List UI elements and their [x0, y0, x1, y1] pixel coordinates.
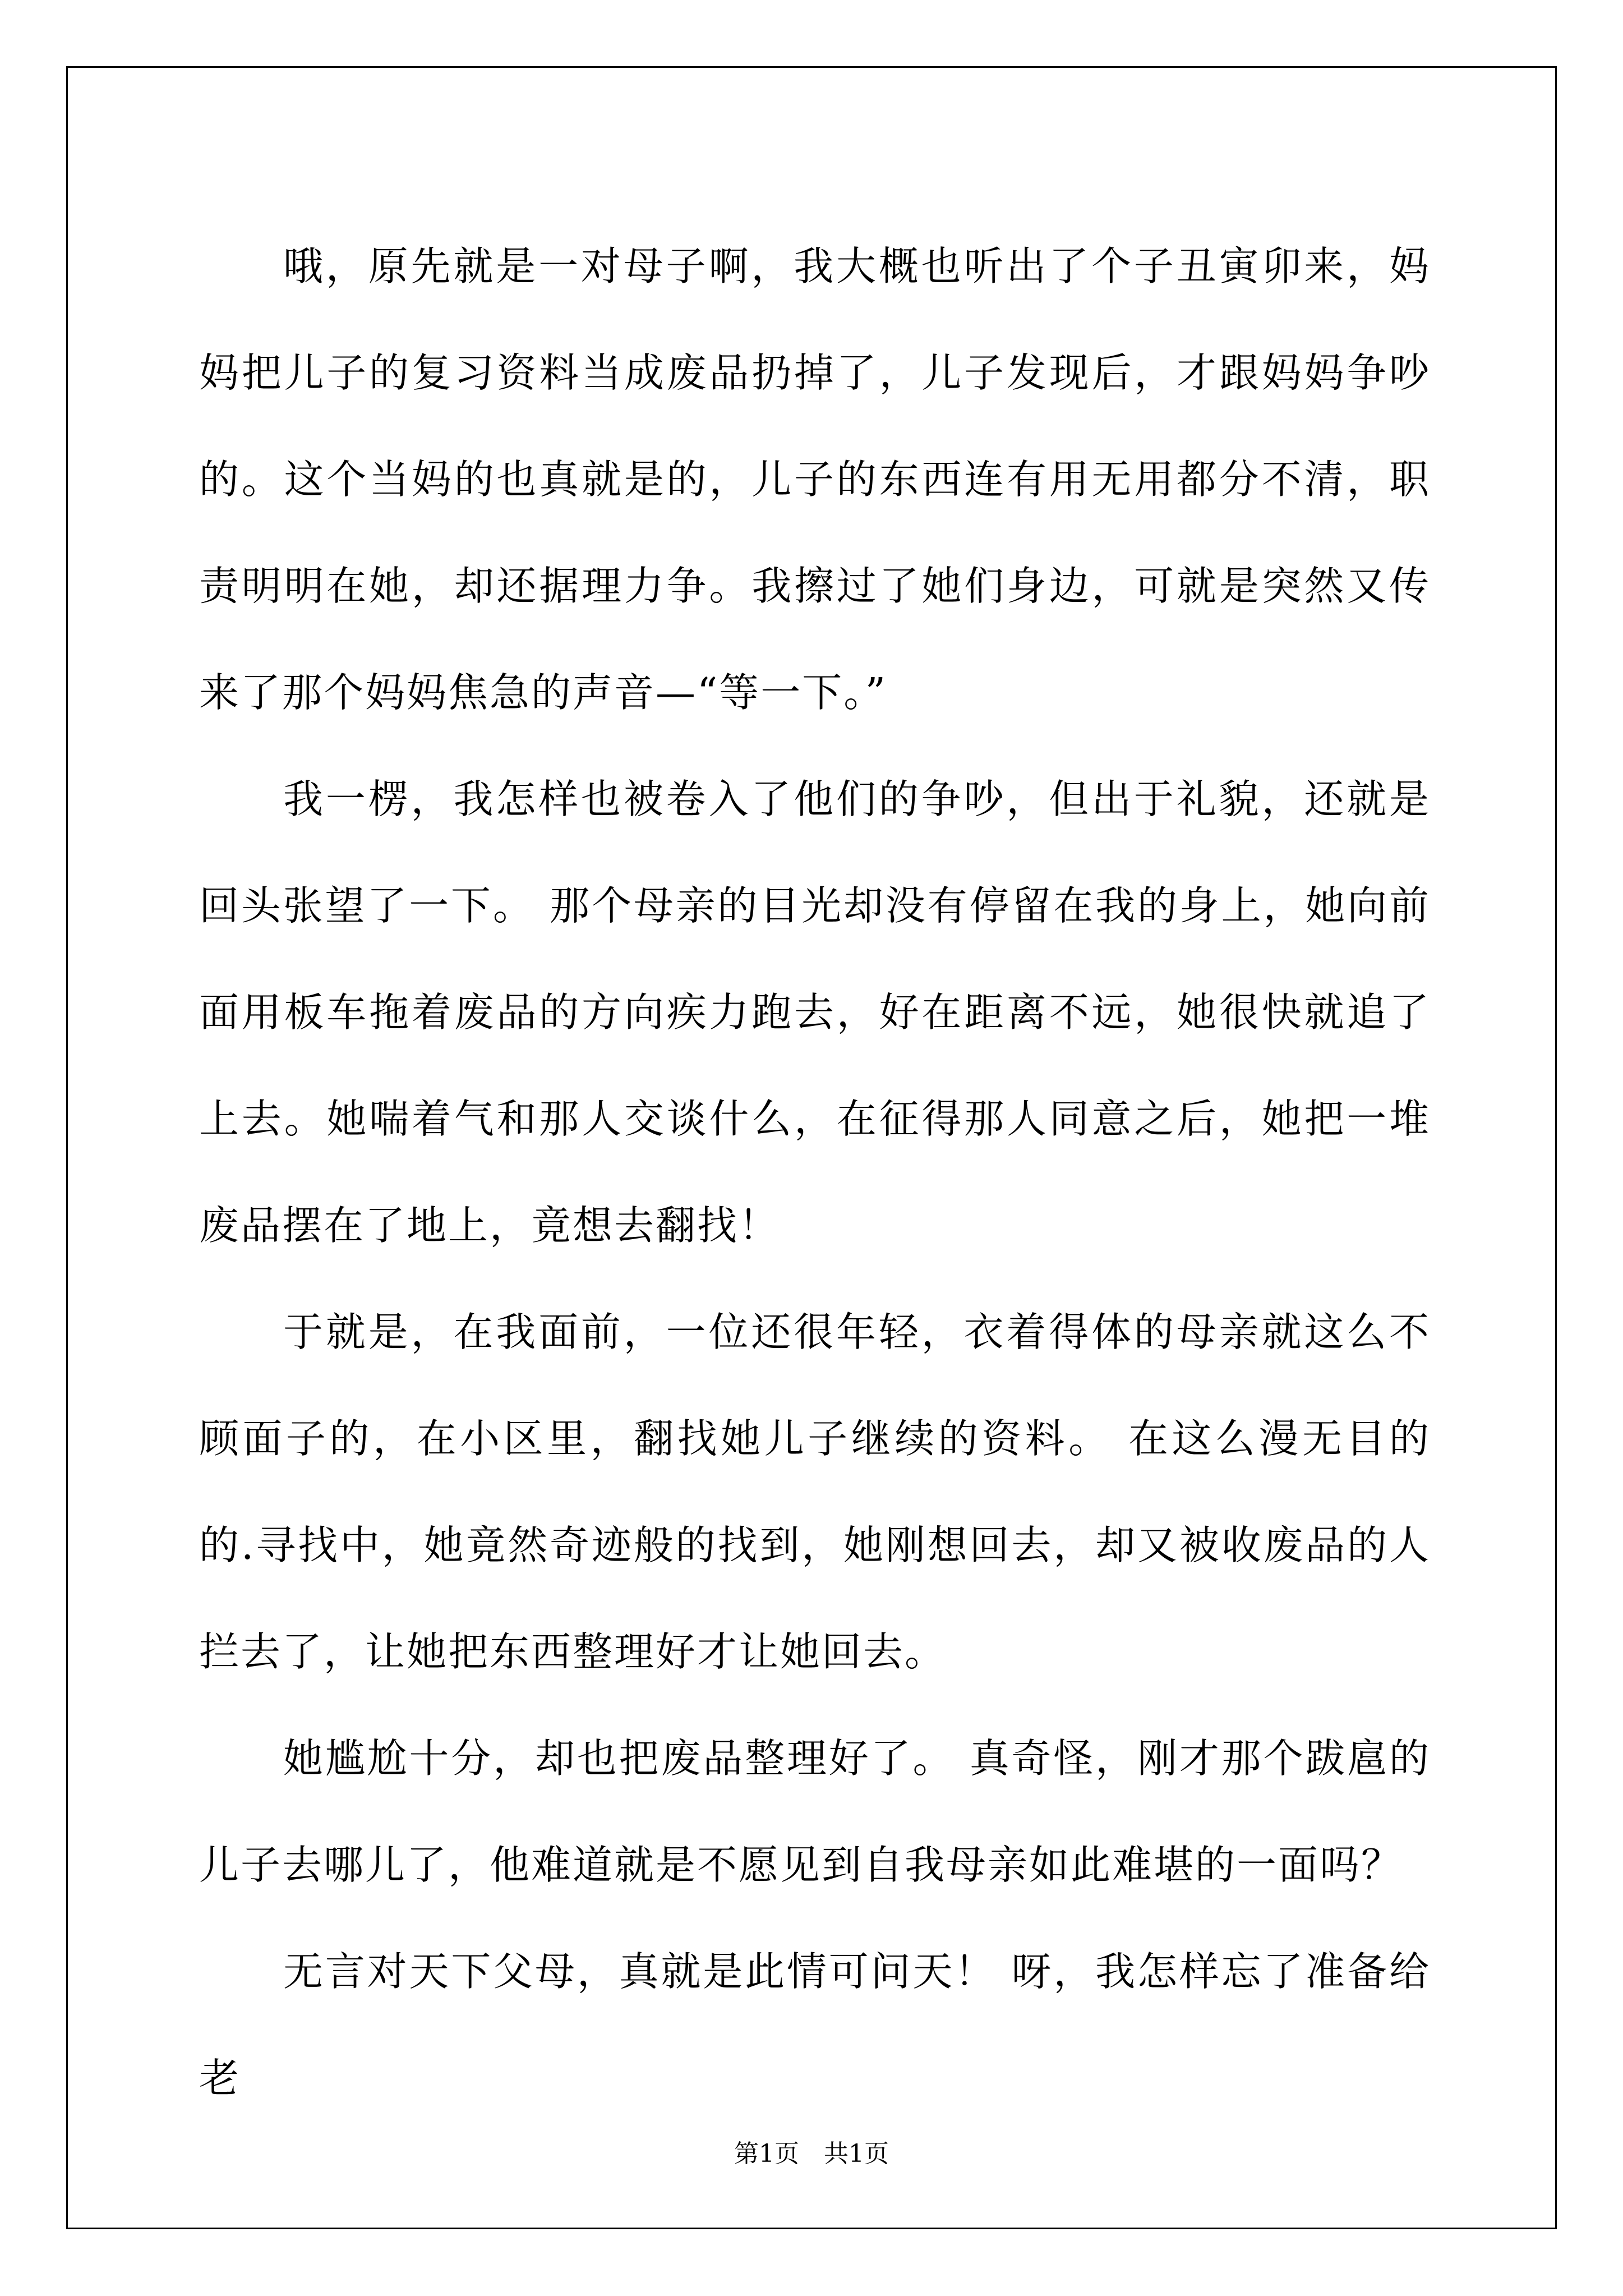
paragraph-3: 于就是，在我面前，一位还很年轻，衣着得体的母亲就这么不顾面子的，在小区里，翻找她儿子继续的资料。 在这么漫无目的的.寻找中，她竟然奇迹般的找到，她刚想回去，却又被收废品的人拦去了，让她把东西整理好才让她回去。	[199, 1309, 1431, 1675]
paragraph-1: 哦，原先就是一对母子啊，我大概也听出了个子丑寅卯来，妈妈把儿子的复习资料当成废品扔掉了，儿子发现后，才跟妈妈争吵的。这个当妈的也真就是的，儿子的东西连有用无用都分不清，职责明明在她，却还据理力争。我擦过了她们身边，可就是突然又传来了那个妈妈焦急的声音—“等一下。”	[199, 243, 1431, 716]
paragraph-5: 无言对天下父母，真就是此情可问天！ 呀，我怎样忘了准备给老	[199, 1948, 1431, 2101]
page-footer: 第1页 共1页	[734, 2139, 889, 2168]
paragraph-4: 她尴尬十分，却也把废品整理好了。 真奇怪，刚才那个跋扈的儿子去哪儿了，他难道就是不愿见到自我母亲如此难堪的一面吗？	[199, 1735, 1431, 1888]
paragraph-2: 我一楞，我怎样也被卷入了他们的争吵，但出于礼貌，还就是回头张望了一下。 那个母亲的目光却没有停留在我的身上，她向前面用板车拖着废品的方向疾力跑去，好在距离不远，她很快就追了上去。她喘着气和那人交谈什么，在征得那人同意之后，她把一堆废品摆在了地上，竟想去翻找！	[199, 776, 1431, 1249]
document-body	[199, 213, 1431, 2132]
